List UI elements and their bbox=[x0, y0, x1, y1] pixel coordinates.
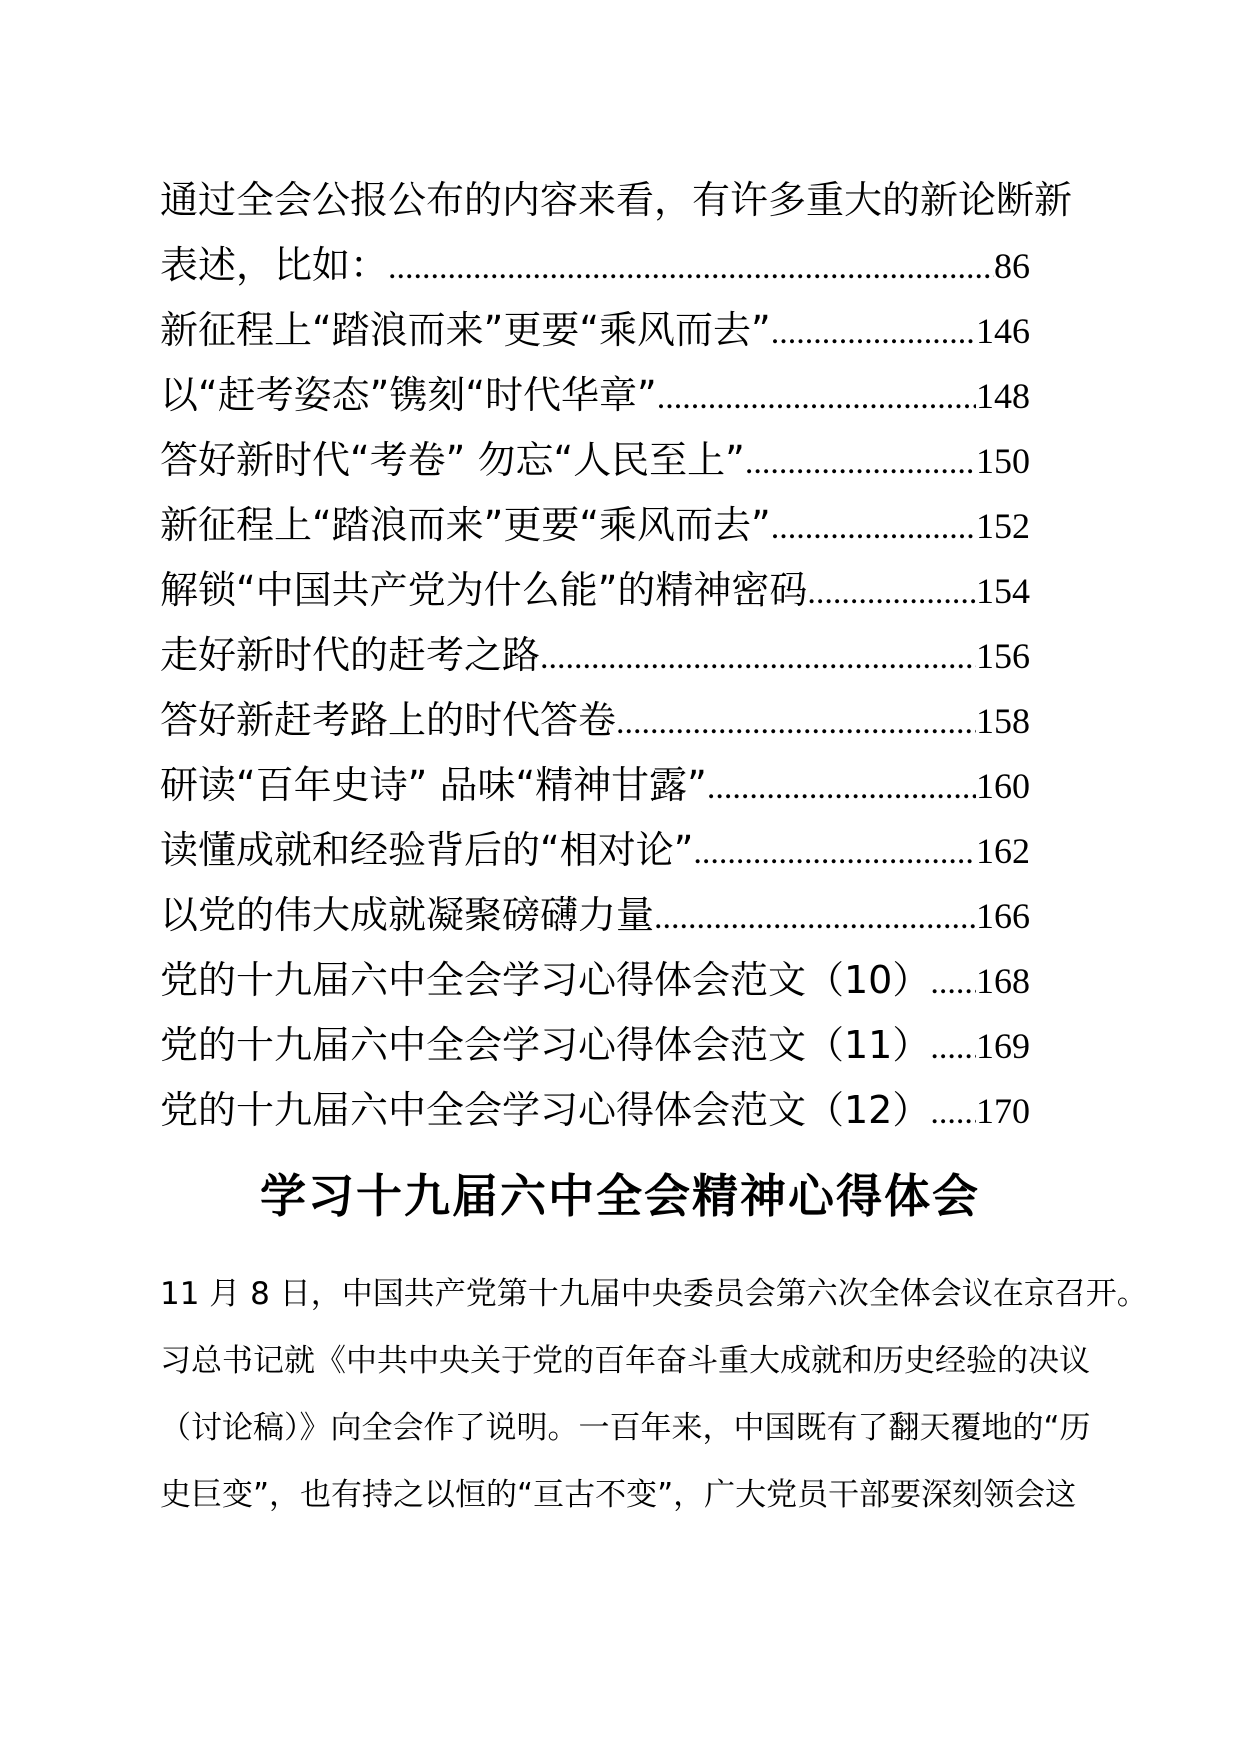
toc-entry[interactable] bbox=[160, 558, 1040, 623]
toc-dot-leader bbox=[745, 430, 976, 495]
toc-entry-title: 读懂成就和经验背后的“相对论” bbox=[160, 828, 694, 872]
table-of-contents bbox=[160, 168, 1073, 1143]
toc-entry[interactable] bbox=[160, 363, 1040, 428]
toc-page-number: 158 bbox=[976, 701, 1030, 741]
toc-entry-title: 走好新时代的赶考之路 bbox=[160, 633, 541, 677]
toc-entry-list bbox=[160, 298, 1040, 1143]
toc-page-number: 156 bbox=[976, 636, 1030, 676]
toc-entry[interactable] bbox=[160, 883, 1040, 948]
toc-entry[interactable] bbox=[160, 818, 1040, 883]
toc-dot-leader bbox=[771, 300, 976, 365]
toc-entry[interactable] bbox=[160, 298, 1040, 363]
toc-dot-leader bbox=[930, 1080, 976, 1145]
toc-dot-leader bbox=[654, 885, 976, 950]
toc-entry[interactable] bbox=[160, 168, 1073, 298]
toc-entry-title: 通过全会公报公布的内容来看，有许多重大的新论断新 bbox=[160, 178, 1073, 222]
toc-entry-title: 党的十九届六中全会学习心得体会范文（12） bbox=[160, 1088, 931, 1132]
toc-entry[interactable] bbox=[160, 493, 1040, 558]
toc-dot-leader bbox=[930, 950, 976, 1015]
article-heading: 学习十九届六中全会精神心得体会 bbox=[260, 1169, 980, 1223]
toc-page-number: 168 bbox=[976, 961, 1030, 1001]
toc-dot-leader bbox=[807, 560, 976, 625]
toc-entry-title: 答好新时代“考卷” 勿忘“人民至上” bbox=[160, 438, 745, 482]
toc-entry-title: 党的十九届六中全会学习心得体会范文（10） bbox=[160, 958, 931, 1002]
body-line: 11 月 8 日，中国共产党第十九届中央委员会第六次全体会议在京召开。 bbox=[160, 1276, 1148, 1312]
toc-dot-leader bbox=[616, 690, 976, 755]
toc-page-number: 146 bbox=[976, 311, 1030, 351]
toc-page-number: 170 bbox=[976, 1091, 1030, 1131]
toc-dot-leader bbox=[930, 1015, 976, 1080]
toc-page-number: 162 bbox=[976, 831, 1030, 871]
toc-page-number: 148 bbox=[976, 376, 1030, 416]
toc-dot-leader bbox=[540, 625, 976, 690]
toc-dot-leader bbox=[693, 820, 976, 885]
toc-dot-leader bbox=[657, 365, 976, 430]
toc-entry-title: 答好新赶考路上的时代答卷 bbox=[160, 698, 617, 742]
toc-entry-title: 新征程上“踏浪而来”更要“乘风而去” bbox=[160, 308, 771, 352]
article-body bbox=[160, 1261, 1148, 1529]
toc-entry-title: 党的十九届六中全会学习心得体会范文（11） bbox=[160, 1023, 931, 1067]
toc-entry[interactable] bbox=[160, 1078, 1040, 1143]
toc-dot-leader bbox=[771, 495, 976, 560]
toc-entry[interactable] bbox=[160, 753, 1040, 818]
toc-page-number: 169 bbox=[976, 1026, 1030, 1066]
toc-entry-title: 研读“百年史诗” 品味“精神甘露” bbox=[160, 763, 707, 807]
toc-page-number: 154 bbox=[976, 571, 1030, 611]
toc-dot-leader bbox=[707, 755, 976, 820]
toc-entry-title-continued: 表述，比如： bbox=[160, 243, 389, 287]
toc-page-number: 152 bbox=[976, 506, 1030, 546]
toc-page-number: 150 bbox=[976, 441, 1030, 481]
body-line: 史巨变”，也有持之以恒的“亘古不变”，广大党员干部要深刻领会这 bbox=[160, 1477, 1077, 1513]
toc-page-number: 160 bbox=[976, 766, 1030, 806]
toc-entry[interactable] bbox=[160, 688, 1040, 753]
toc-entry[interactable] bbox=[160, 1013, 1040, 1078]
body-line: 习总书记就《中共中央关于党的百年奋斗重大成就和历史经验的决议 bbox=[160, 1343, 1090, 1379]
toc-entry-title: 以“赶考姿态”镌刻“时代华章” bbox=[160, 373, 657, 417]
toc-page-number: 86 bbox=[994, 246, 1030, 286]
toc-entry[interactable] bbox=[160, 623, 1040, 688]
toc-entry[interactable] bbox=[160, 948, 1040, 1013]
toc-page-number: 166 bbox=[976, 896, 1030, 936]
toc-entry-title: 解锁“中国共产党为什么能”的精神密码 bbox=[160, 568, 808, 612]
toc-dot-leader bbox=[388, 235, 994, 300]
toc-entry-title: 新征程上“踏浪而来”更要“乘风而去” bbox=[160, 503, 771, 547]
body-line: （讨论稿）》向全会作了说明。一百年来，中国既有了翻天覆地的“历 bbox=[160, 1410, 1091, 1446]
toc-entry[interactable] bbox=[160, 428, 1040, 493]
toc-entry-title: 以党的伟大成就凝聚磅礴力量 bbox=[160, 893, 655, 937]
